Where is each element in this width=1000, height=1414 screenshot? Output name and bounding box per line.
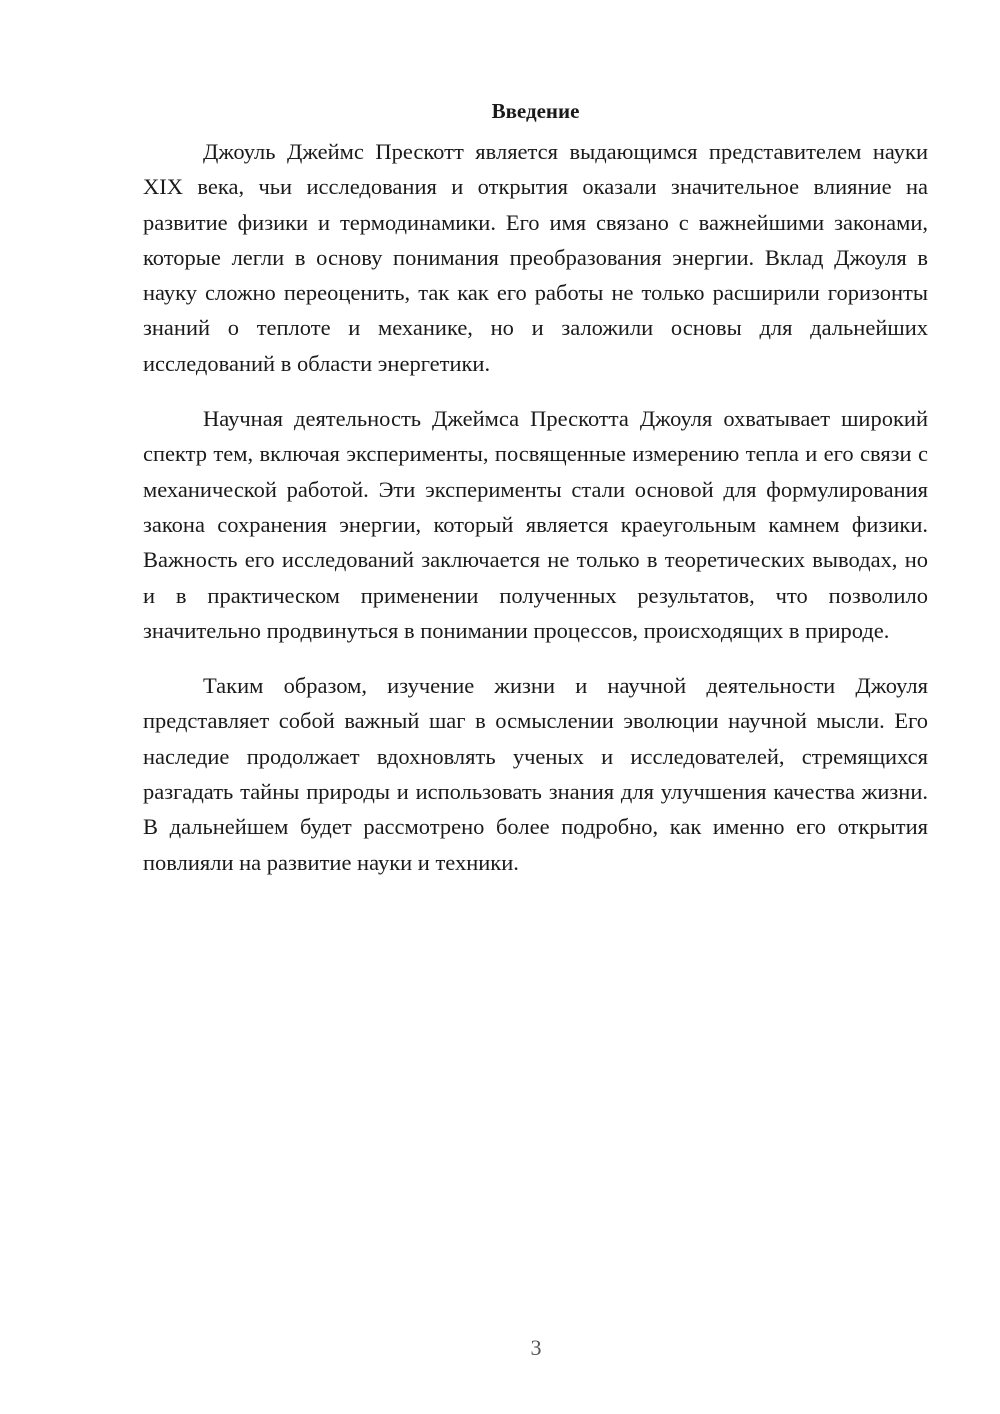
paragraph-1: Джоуль Джеймс Прескотт является выдающимся представителем науки XIX века, чьи исследования и открытия оказали значительное влияние на развитие физики и термодинамики. Его имя связано с важнейшими законами, которые легли в основу понимания преобразования энергии. Вклад Джоуля в науку сложно переоценить, так как его работы не только расширили горизонты знаний о теплоте и механике, но и заложили основы для дальнейших исследований в области энергетики. [143,139,928,376]
document-body [143,97,928,880]
paragraph-2: Научная деятельность Джеймса Прескотта Джоуля охватывает широкий спектр тем, включая эксперименты, посвященные измерению тепла и его связи с механической работой. Эти эксперименты стали основой для формулирования закона сохранения энергии, который является краеугольным камнем физики. Важность его исследований заключается не только в теоретических выводах, но и в практическом применении полученных результатов, что позволило значительно продвинуться в понимании процессов, происходящих в природе. [143,406,928,643]
section-heading: Введение [491,99,580,123]
paragraph-3: Таким образом, изучение жизни и научной деятельности Джоуля представляет собой важный шаг в осмыслении эволюции научной мысли. Его наследие продолжает вдохновлять ученых и исследователей, стремящихся разгадать тайны природы и использовать знания для улучшения качества жизни. В дальнейшем будет рассмотрено более подробно, как именно его открытия повлияли на развитие науки и техники. [143,673,928,875]
page-number: 3 [530,1335,542,1360]
